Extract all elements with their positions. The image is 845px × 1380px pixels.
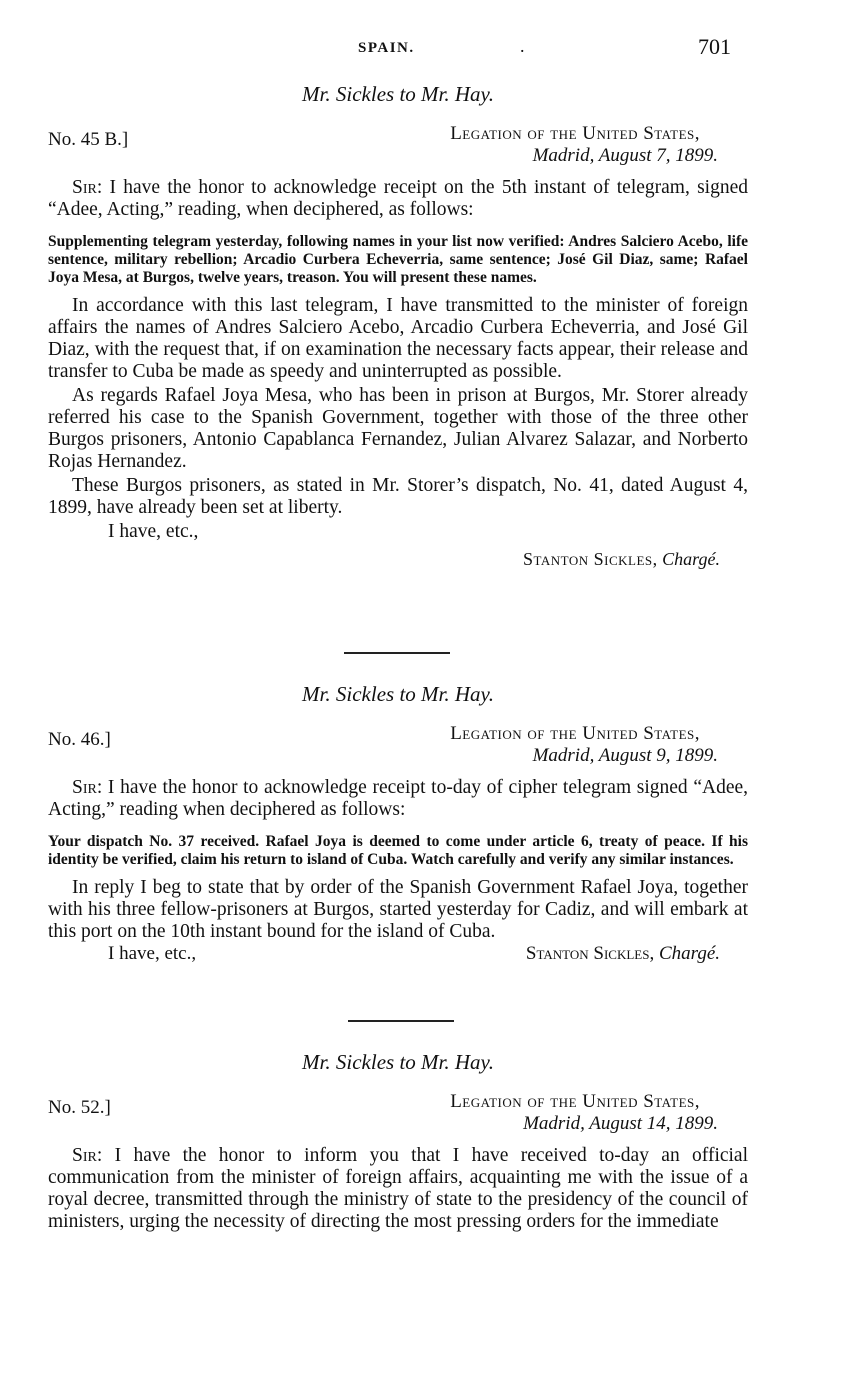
place-date: Madrid, August 9, 1899. [532,745,718,766]
letter-52 [48,1050,748,1233]
opening-text: I have the honor to acknowledge receipt on the 5th instant of telegram, signed “Adee, Acting,” reading, when deciphered, as follows: [48,177,749,220]
letter-header-row [48,123,748,169]
legation-line: Legation of the United States, [450,723,700,744]
telegram-quote: Your dispatch No. 37 received. Rafael Joya is deemed to come under article 6, treaty of peace. If his identity be verified, claim his return to island of Cuba. Watch carefully and verify any similar instances. [48,833,748,868]
letter-heading: Mr. Sickles to Mr. Hay. [302,682,494,706]
page-number: 701 [698,34,731,59]
signature-role: Chargé. [662,549,720,569]
dispatch-number: No. 45 B.] [48,129,129,150]
body-paragraph: In reply I beg to state that by order of the Spanish Government Rafael Joya, together with his three fellow-prisoners at Burgos, started yesterday for Cadiz, and will embark at this port on the 10th instant bound for the island of Cuba. [48,877,748,942]
signature-role: Chargé. [658,943,720,964]
place-date: Madrid, August 7, 1899. [532,145,718,166]
opening-paragraph [48,1145,748,1233]
running-head-dot: . [520,36,525,56]
signature [48,549,748,570]
legation-line: Legation of the United States, [450,123,700,144]
letter-heading: Mr. Sickles to Mr. Hay. [302,1050,494,1074]
body-paragraph: In accordance with this last telegram, I have transmitted to the minister of foreign affairs the names of Andres Salciero Acebo, Arcadio Curbera Echeverria, and José Gil Diaz, with the request that, if on examination the necessary facts appear, their release and transfer to Cuba be made as speedy and uninterrupted as possible. [48,295,748,382]
running-head [48,34,748,62]
signature [526,943,720,965]
salutation: Sir: [72,777,103,798]
opening-text: I have the honor to acknowledge receipt to-day of cipher telegram signed “Adee, Acting,” reading when deciphered as follows: [48,777,749,820]
closing: I have, etc., [108,521,199,542]
closing-row [48,943,748,969]
section-divider [348,1020,454,1022]
opening-paragraph [48,177,748,221]
opening-paragraph [48,777,748,821]
telegram-quote: Supplementing telegram yesterday, following names in your list now verified: Andres Salciero Acebo, life sentence, military rebellion; Arcadio Curbera Echeverria, same sentence; José Gil Diaz, same; Rafael Joya Mesa, at Burgos, twelve years, treason. You will present these names. [48,233,748,286]
signature-name: Stanton Sickles, [522,549,658,569]
letter-46 [48,682,748,969]
letter-header-row [48,1091,748,1137]
dispatch-number: No. 52.] [48,1097,111,1118]
letter-header-row [48,723,748,769]
opening-text: I have the honor to inform you that I have received to-day an official communication from the minister of foreign affairs, acquainting me with the issue of a royal decree, transmitted through the ministry of state to the presidency of the council of ministers, urging the necessity of directing the most pressing orders for the immediate [48,1145,749,1232]
running-head-title: SPAIN. [358,40,415,56]
body-paragraph: These Burgos prisoners, as stated in Mr. Storer’s dispatch, No. 41, dated August 4, 1899, have already been set at liberty. [48,475,748,518]
legation-line: Legation of the United States, [450,1091,700,1112]
salutation: Sir: [72,1145,103,1166]
signature-name: Stanton Sickles, [525,943,655,964]
letter-45b [48,82,748,570]
salutation: Sir: [72,177,103,198]
section-divider [344,652,450,654]
dispatch-number: No. 46.] [48,729,111,750]
body-paragraph: As regards Rafael Joya Mesa, who has been in prison at Burgos, Mr. Storer already referred his case to the Spanish Government, together with those of the three other Burgos prisoners, Antonio Capablanca Fernandez, Julian Alvarez Salazar, and Norberto Rojas Hernandez. [48,385,748,472]
letter-heading: Mr. Sickles to Mr. Hay. [302,82,494,106]
closing: I have, etc., [108,943,197,964]
place-date: Madrid, August 14, 1899. [523,1113,718,1134]
